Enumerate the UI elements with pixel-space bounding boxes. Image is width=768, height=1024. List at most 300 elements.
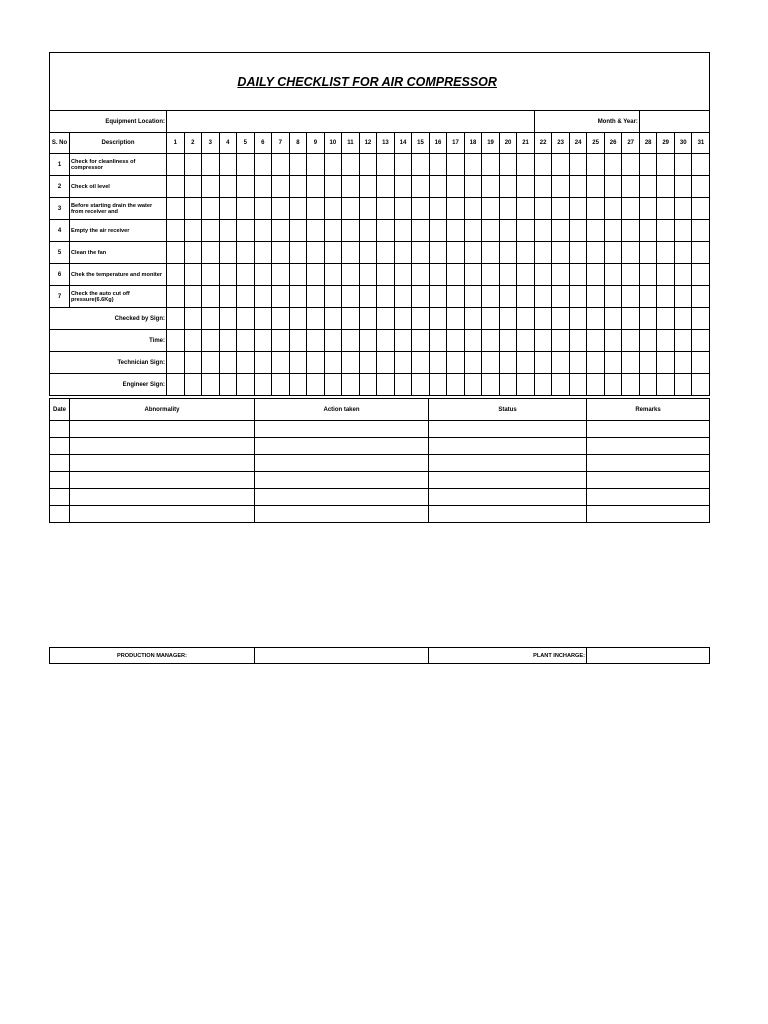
signature-cell-day-5[interactable] (237, 330, 255, 352)
signature-cell-day-3[interactable] (202, 308, 220, 330)
log-action-cell[interactable] (255, 438, 429, 455)
check-cell-day-11[interactable] (342, 264, 360, 286)
log-action-cell[interactable] (255, 489, 429, 506)
check-cell-day-25[interactable] (587, 264, 605, 286)
signature-cell-day-29[interactable] (657, 352, 675, 374)
check-cell-day-8[interactable] (289, 176, 307, 198)
check-cell-day-23[interactable] (552, 154, 570, 176)
check-cell-day-6[interactable] (254, 198, 272, 220)
signature-cell-day-17[interactable] (447, 352, 465, 374)
check-cell-day-22[interactable] (534, 176, 552, 198)
signature-cell-day-13[interactable] (377, 330, 395, 352)
check-cell-day-4[interactable] (219, 286, 237, 308)
signature-cell-day-26[interactable] (604, 330, 622, 352)
check-cell-day-27[interactable] (622, 264, 640, 286)
signature-cell-day-2[interactable] (184, 352, 202, 374)
production-manager-sign-field[interactable] (255, 648, 429, 664)
check-cell-day-10[interactable] (324, 198, 342, 220)
check-cell-day-24[interactable] (569, 242, 587, 264)
check-cell-day-28[interactable] (639, 198, 657, 220)
check-cell-day-26[interactable] (604, 264, 622, 286)
signature-cell-day-12[interactable] (359, 352, 377, 374)
check-cell-day-4[interactable] (219, 220, 237, 242)
log-action-cell[interactable] (255, 455, 429, 472)
check-cell-day-7[interactable] (272, 220, 290, 242)
check-cell-day-5[interactable] (237, 242, 255, 264)
check-cell-day-23[interactable] (552, 198, 570, 220)
check-cell-day-14[interactable] (394, 154, 412, 176)
check-cell-day-19[interactable] (482, 242, 500, 264)
signature-cell-day-8[interactable] (289, 330, 307, 352)
check-cell-day-14[interactable] (394, 242, 412, 264)
check-cell-day-29[interactable] (657, 264, 675, 286)
check-cell-day-13[interactable] (377, 264, 395, 286)
log-remarks-cell[interactable] (587, 455, 710, 472)
check-cell-day-23[interactable] (552, 242, 570, 264)
check-cell-day-10[interactable] (324, 286, 342, 308)
check-cell-day-26[interactable] (604, 242, 622, 264)
check-cell-day-21[interactable] (517, 220, 535, 242)
check-cell-day-2[interactable] (184, 286, 202, 308)
check-cell-day-2[interactable] (184, 198, 202, 220)
check-cell-day-13[interactable] (377, 176, 395, 198)
check-cell-day-1[interactable] (167, 264, 185, 286)
check-cell-day-13[interactable] (377, 220, 395, 242)
check-cell-day-12[interactable] (359, 264, 377, 286)
check-cell-day-21[interactable] (517, 176, 535, 198)
check-cell-day-1[interactable] (167, 286, 185, 308)
check-cell-day-22[interactable] (534, 286, 552, 308)
check-cell-day-23[interactable] (552, 264, 570, 286)
signature-cell-day-21[interactable] (517, 374, 535, 396)
signature-cell-day-25[interactable] (587, 308, 605, 330)
check-cell-day-17[interactable] (447, 154, 465, 176)
signature-cell-day-26[interactable] (604, 308, 622, 330)
check-cell-day-18[interactable] (464, 154, 482, 176)
check-cell-day-28[interactable] (639, 176, 657, 198)
log-date-cell[interactable] (50, 489, 70, 506)
log-status-cell[interactable] (429, 438, 587, 455)
check-cell-day-12[interactable] (359, 176, 377, 198)
signature-cell-day-16[interactable] (429, 352, 447, 374)
check-cell-day-11[interactable] (342, 220, 360, 242)
check-cell-day-17[interactable] (447, 198, 465, 220)
check-cell-day-17[interactable] (447, 286, 465, 308)
signature-cell-day-5[interactable] (237, 308, 255, 330)
signature-cell-day-19[interactable] (482, 374, 500, 396)
check-cell-day-14[interactable] (394, 264, 412, 286)
check-cell-day-10[interactable] (324, 242, 342, 264)
check-cell-day-19[interactable] (482, 264, 500, 286)
signature-cell-day-4[interactable] (219, 308, 237, 330)
check-cell-day-18[interactable] (464, 286, 482, 308)
signature-cell-day-3[interactable] (202, 352, 220, 374)
signature-cell-day-11[interactable] (342, 330, 360, 352)
signature-cell-day-20[interactable] (499, 308, 517, 330)
signature-cell-day-21[interactable] (517, 352, 535, 374)
signature-cell-day-10[interactable] (324, 374, 342, 396)
check-cell-day-19[interactable] (482, 286, 500, 308)
check-cell-day-7[interactable] (272, 198, 290, 220)
check-cell-day-16[interactable] (429, 198, 447, 220)
check-cell-day-24[interactable] (569, 176, 587, 198)
check-cell-day-25[interactable] (587, 176, 605, 198)
check-cell-day-24[interactable] (569, 198, 587, 220)
check-cell-day-20[interactable] (499, 176, 517, 198)
check-cell-day-29[interactable] (657, 242, 675, 264)
signature-cell-day-4[interactable] (219, 374, 237, 396)
signature-cell-day-7[interactable] (272, 330, 290, 352)
signature-cell-day-31[interactable] (692, 330, 710, 352)
signature-cell-day-31[interactable] (692, 374, 710, 396)
signature-cell-day-7[interactable] (272, 374, 290, 396)
log-action-cell[interactable] (255, 472, 429, 489)
signature-cell-day-27[interactable] (622, 308, 640, 330)
check-cell-day-17[interactable] (447, 220, 465, 242)
signature-cell-day-17[interactable] (447, 374, 465, 396)
signature-cell-day-5[interactable] (237, 374, 255, 396)
signature-cell-day-19[interactable] (482, 330, 500, 352)
log-status-cell[interactable] (429, 421, 587, 438)
signature-cell-day-21[interactable] (517, 308, 535, 330)
check-cell-day-20[interactable] (499, 286, 517, 308)
check-cell-day-15[interactable] (412, 242, 430, 264)
check-cell-day-5[interactable] (237, 220, 255, 242)
signature-cell-day-30[interactable] (674, 374, 692, 396)
check-cell-day-4[interactable] (219, 176, 237, 198)
check-cell-day-2[interactable] (184, 176, 202, 198)
signature-cell-day-25[interactable] (587, 330, 605, 352)
signature-cell-day-25[interactable] (587, 352, 605, 374)
check-cell-day-21[interactable] (517, 198, 535, 220)
check-cell-day-22[interactable] (534, 242, 552, 264)
signature-cell-day-2[interactable] (184, 308, 202, 330)
signature-cell-day-23[interactable] (552, 308, 570, 330)
check-cell-day-26[interactable] (604, 198, 622, 220)
signature-cell-day-31[interactable] (692, 352, 710, 374)
check-cell-day-6[interactable] (254, 176, 272, 198)
check-cell-day-29[interactable] (657, 154, 675, 176)
check-cell-day-19[interactable] (482, 176, 500, 198)
check-cell-day-27[interactable] (622, 286, 640, 308)
check-cell-day-10[interactable] (324, 264, 342, 286)
check-cell-day-15[interactable] (412, 220, 430, 242)
signature-cell-day-6[interactable] (254, 330, 272, 352)
check-cell-day-12[interactable] (359, 154, 377, 176)
signature-cell-day-24[interactable] (569, 330, 587, 352)
check-cell-day-26[interactable] (604, 154, 622, 176)
signature-cell-day-16[interactable] (429, 374, 447, 396)
signature-cell-day-10[interactable] (324, 308, 342, 330)
signature-cell-day-7[interactable] (272, 352, 290, 374)
signature-cell-day-30[interactable] (674, 330, 692, 352)
signature-cell-day-1[interactable] (167, 352, 185, 374)
check-cell-day-18[interactable] (464, 242, 482, 264)
check-cell-day-28[interactable] (639, 242, 657, 264)
signature-cell-day-18[interactable] (464, 330, 482, 352)
check-cell-day-13[interactable] (377, 286, 395, 308)
check-cell-day-9[interactable] (307, 198, 325, 220)
signature-cell-day-2[interactable] (184, 374, 202, 396)
check-cell-day-27[interactable] (622, 176, 640, 198)
check-cell-day-11[interactable] (342, 176, 360, 198)
check-cell-day-23[interactable] (552, 176, 570, 198)
check-cell-day-9[interactable] (307, 264, 325, 286)
signature-cell-day-17[interactable] (447, 308, 465, 330)
check-cell-day-31[interactable] (692, 242, 710, 264)
check-cell-day-6[interactable] (254, 220, 272, 242)
signature-cell-day-18[interactable] (464, 308, 482, 330)
log-remarks-cell[interactable] (587, 489, 710, 506)
signature-cell-day-15[interactable] (412, 330, 430, 352)
log-remarks-cell[interactable] (587, 421, 710, 438)
check-cell-day-1[interactable] (167, 220, 185, 242)
check-cell-day-1[interactable] (167, 176, 185, 198)
signature-cell-day-22[interactable] (534, 330, 552, 352)
signature-cell-day-22[interactable] (534, 352, 552, 374)
signature-cell-day-11[interactable] (342, 352, 360, 374)
signature-cell-day-21[interactable] (517, 330, 535, 352)
check-cell-day-31[interactable] (692, 154, 710, 176)
signature-cell-day-29[interactable] (657, 308, 675, 330)
signature-cell-day-20[interactable] (499, 330, 517, 352)
check-cell-day-18[interactable] (464, 220, 482, 242)
check-cell-day-17[interactable] (447, 264, 465, 286)
signature-cell-day-4[interactable] (219, 352, 237, 374)
check-cell-day-31[interactable] (692, 176, 710, 198)
check-cell-day-9[interactable] (307, 242, 325, 264)
check-cell-day-14[interactable] (394, 176, 412, 198)
signature-cell-day-15[interactable] (412, 374, 430, 396)
check-cell-day-30[interactable] (674, 264, 692, 286)
check-cell-day-15[interactable] (412, 286, 430, 308)
check-cell-day-14[interactable] (394, 198, 412, 220)
check-cell-day-6[interactable] (254, 264, 272, 286)
check-cell-day-2[interactable] (184, 264, 202, 286)
check-cell-day-24[interactable] (569, 154, 587, 176)
signature-cell-day-10[interactable] (324, 330, 342, 352)
log-date-cell[interactable] (50, 455, 70, 472)
check-cell-day-3[interactable] (202, 198, 220, 220)
check-cell-day-4[interactable] (219, 264, 237, 286)
check-cell-day-24[interactable] (569, 286, 587, 308)
signature-cell-day-12[interactable] (359, 330, 377, 352)
signature-cell-day-28[interactable] (639, 374, 657, 396)
signature-cell-day-16[interactable] (429, 308, 447, 330)
equipment-location-field[interactable] (167, 111, 535, 133)
log-status-cell[interactable] (429, 455, 587, 472)
signature-cell-day-5[interactable] (237, 352, 255, 374)
signature-cell-day-6[interactable] (254, 352, 272, 374)
check-cell-day-27[interactable] (622, 198, 640, 220)
signature-cell-day-10[interactable] (324, 352, 342, 374)
check-cell-day-17[interactable] (447, 176, 465, 198)
check-cell-day-20[interactable] (499, 220, 517, 242)
signature-cell-day-7[interactable] (272, 308, 290, 330)
signature-cell-day-16[interactable] (429, 330, 447, 352)
signature-cell-day-6[interactable] (254, 308, 272, 330)
log-abnormality-cell[interactable] (70, 489, 255, 506)
check-cell-day-2[interactable] (184, 154, 202, 176)
check-cell-day-5[interactable] (237, 286, 255, 308)
check-cell-day-25[interactable] (587, 198, 605, 220)
signature-cell-day-9[interactable] (307, 352, 325, 374)
log-status-cell[interactable] (429, 472, 587, 489)
signature-cell-day-28[interactable] (639, 330, 657, 352)
signature-cell-day-24[interactable] (569, 352, 587, 374)
check-cell-day-7[interactable] (272, 176, 290, 198)
signature-cell-day-8[interactable] (289, 352, 307, 374)
signature-cell-day-15[interactable] (412, 308, 430, 330)
check-cell-day-7[interactable] (272, 286, 290, 308)
check-cell-day-10[interactable] (324, 220, 342, 242)
check-cell-day-21[interactable] (517, 286, 535, 308)
check-cell-day-4[interactable] (219, 198, 237, 220)
signature-cell-day-6[interactable] (254, 374, 272, 396)
check-cell-day-29[interactable] (657, 176, 675, 198)
check-cell-day-8[interactable] (289, 264, 307, 286)
signature-cell-day-30[interactable] (674, 308, 692, 330)
check-cell-day-22[interactable] (534, 264, 552, 286)
check-cell-day-29[interactable] (657, 286, 675, 308)
check-cell-day-1[interactable] (167, 198, 185, 220)
signature-cell-day-4[interactable] (219, 330, 237, 352)
log-remarks-cell[interactable] (587, 438, 710, 455)
signature-cell-day-1[interactable] (167, 374, 185, 396)
check-cell-day-27[interactable] (622, 154, 640, 176)
check-cell-day-11[interactable] (342, 286, 360, 308)
signature-cell-day-13[interactable] (377, 308, 395, 330)
signature-cell-day-29[interactable] (657, 374, 675, 396)
check-cell-day-27[interactable] (622, 242, 640, 264)
log-remarks-cell[interactable] (587, 472, 710, 489)
signature-cell-day-18[interactable] (464, 374, 482, 396)
check-cell-day-5[interactable] (237, 176, 255, 198)
check-cell-day-20[interactable] (499, 242, 517, 264)
check-cell-day-12[interactable] (359, 220, 377, 242)
check-cell-day-19[interactable] (482, 220, 500, 242)
check-cell-day-30[interactable] (674, 220, 692, 242)
check-cell-day-31[interactable] (692, 286, 710, 308)
check-cell-day-16[interactable] (429, 286, 447, 308)
check-cell-day-13[interactable] (377, 198, 395, 220)
check-cell-day-30[interactable] (674, 154, 692, 176)
signature-cell-day-13[interactable] (377, 374, 395, 396)
signature-cell-day-1[interactable] (167, 308, 185, 330)
check-cell-day-1[interactable] (167, 154, 185, 176)
check-cell-day-8[interactable] (289, 198, 307, 220)
check-cell-day-28[interactable] (639, 154, 657, 176)
check-cell-day-30[interactable] (674, 198, 692, 220)
log-remarks-cell[interactable] (587, 506, 710, 523)
check-cell-day-26[interactable] (604, 286, 622, 308)
check-cell-day-11[interactable] (342, 198, 360, 220)
log-date-cell[interactable] (50, 438, 70, 455)
check-cell-day-12[interactable] (359, 198, 377, 220)
check-cell-day-16[interactable] (429, 220, 447, 242)
signature-cell-day-27[interactable] (622, 352, 640, 374)
signature-cell-day-20[interactable] (499, 352, 517, 374)
signature-cell-day-19[interactable] (482, 308, 500, 330)
signature-cell-day-24[interactable] (569, 308, 587, 330)
check-cell-day-20[interactable] (499, 264, 517, 286)
check-cell-day-19[interactable] (482, 198, 500, 220)
check-cell-day-5[interactable] (237, 154, 255, 176)
check-cell-day-7[interactable] (272, 264, 290, 286)
signature-cell-day-25[interactable] (587, 374, 605, 396)
check-cell-day-9[interactable] (307, 220, 325, 242)
signature-cell-day-14[interactable] (394, 374, 412, 396)
check-cell-day-16[interactable] (429, 154, 447, 176)
signature-cell-day-8[interactable] (289, 374, 307, 396)
check-cell-day-6[interactable] (254, 154, 272, 176)
check-cell-day-8[interactable] (289, 242, 307, 264)
log-abnormality-cell[interactable] (70, 438, 255, 455)
signature-cell-day-18[interactable] (464, 352, 482, 374)
signature-cell-day-9[interactable] (307, 330, 325, 352)
check-cell-day-26[interactable] (604, 176, 622, 198)
check-cell-day-2[interactable] (184, 220, 202, 242)
check-cell-day-15[interactable] (412, 198, 430, 220)
check-cell-day-10[interactable] (324, 176, 342, 198)
log-abnormality-cell[interactable] (70, 421, 255, 438)
signature-cell-day-20[interactable] (499, 374, 517, 396)
check-cell-day-18[interactable] (464, 264, 482, 286)
check-cell-day-9[interactable] (307, 286, 325, 308)
signature-cell-day-30[interactable] (674, 352, 692, 374)
check-cell-day-24[interactable] (569, 220, 587, 242)
check-cell-day-13[interactable] (377, 154, 395, 176)
check-cell-day-14[interactable] (394, 220, 412, 242)
signature-cell-day-29[interactable] (657, 330, 675, 352)
log-abnormality-cell[interactable] (70, 506, 255, 523)
log-date-cell[interactable] (50, 506, 70, 523)
check-cell-day-19[interactable] (482, 154, 500, 176)
check-cell-day-26[interactable] (604, 220, 622, 242)
signature-cell-day-24[interactable] (569, 374, 587, 396)
check-cell-day-24[interactable] (569, 264, 587, 286)
check-cell-day-29[interactable] (657, 198, 675, 220)
check-cell-day-12[interactable] (359, 242, 377, 264)
log-status-cell[interactable] (429, 506, 587, 523)
signature-cell-day-26[interactable] (604, 374, 622, 396)
log-status-cell[interactable] (429, 489, 587, 506)
signature-cell-day-11[interactable] (342, 374, 360, 396)
signature-cell-day-26[interactable] (604, 352, 622, 374)
log-date-cell[interactable] (50, 421, 70, 438)
check-cell-day-8[interactable] (289, 286, 307, 308)
check-cell-day-16[interactable] (429, 242, 447, 264)
check-cell-day-3[interactable] (202, 286, 220, 308)
signature-cell-day-31[interactable] (692, 308, 710, 330)
check-cell-day-13[interactable] (377, 242, 395, 264)
check-cell-day-7[interactable] (272, 154, 290, 176)
signature-cell-day-27[interactable] (622, 330, 640, 352)
check-cell-day-27[interactable] (622, 220, 640, 242)
check-cell-day-3[interactable] (202, 176, 220, 198)
log-action-cell[interactable] (255, 421, 429, 438)
check-cell-day-20[interactable] (499, 154, 517, 176)
check-cell-day-20[interactable] (499, 198, 517, 220)
check-cell-day-29[interactable] (657, 220, 675, 242)
check-cell-day-28[interactable] (639, 286, 657, 308)
signature-cell-day-17[interactable] (447, 330, 465, 352)
check-cell-day-31[interactable] (692, 198, 710, 220)
check-cell-day-8[interactable] (289, 220, 307, 242)
check-cell-day-8[interactable] (289, 154, 307, 176)
log-date-cell[interactable] (50, 472, 70, 489)
check-cell-day-3[interactable] (202, 264, 220, 286)
